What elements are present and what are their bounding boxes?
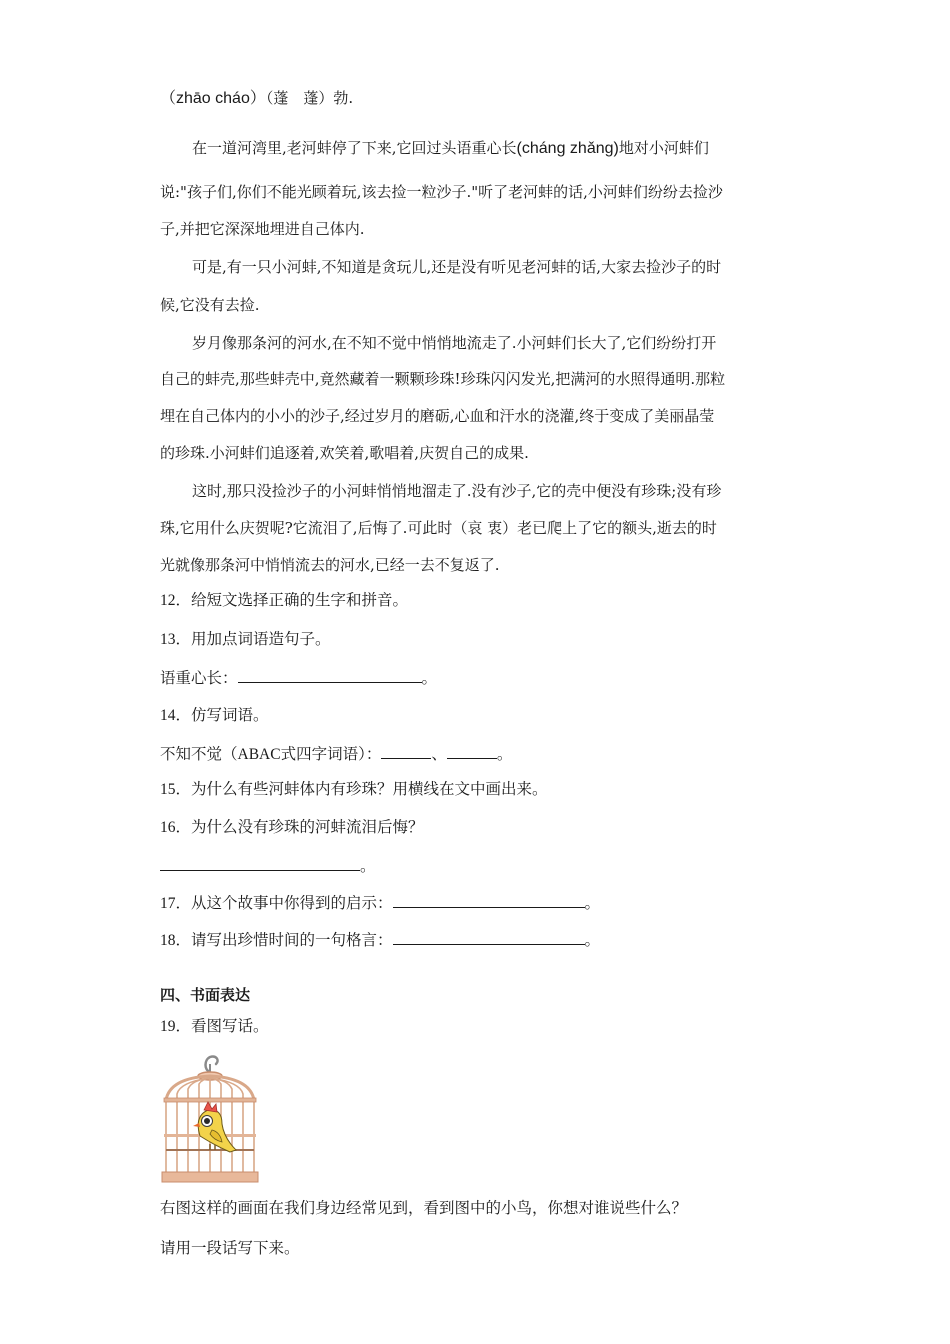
passage-p1-line1 bbox=[192, 138, 709, 159]
passage-p2-line1: 可是,有一只小河蚌,不知道是贪玩儿,还是没有听见老河蚌的话,大家去捡沙子的时 bbox=[192, 258, 722, 276]
passage-text: 在一道河湾里,老河蚌停了下来,它回过头语重心长 bbox=[192, 139, 517, 157]
passage-text: 地对小河蚌们 bbox=[618, 139, 709, 157]
question-13-prompt: 语重心长： bbox=[160, 670, 238, 687]
passage-p3-line3: 埋在自己体内的小小的沙子,经过岁月的磨砺,心血和汗水的浇灌,终于变成了美丽晶莹 bbox=[160, 407, 715, 425]
period: 。 bbox=[584, 895, 601, 912]
question-13: 13．用加点词语造句子。 bbox=[160, 631, 331, 648]
question-19-prompt-line2: 请用一段话写下来。 bbox=[160, 1240, 300, 1257]
answer-blank-1[interactable] bbox=[381, 744, 431, 759]
answer-blank[interactable] bbox=[393, 893, 585, 908]
question-19-prompt-line1: 右图这样的画面在我们身边经常见到，看到图中的小鸟，你想对谁说些什么？ bbox=[160, 1200, 688, 1217]
passage-p4-line3: 光就像那条河中悄悄流去的河水,已经一去不复返了. bbox=[160, 556, 500, 574]
period: 。 bbox=[584, 932, 601, 949]
question-18-prompt: 18．请写出珍惜时间的一句格言： bbox=[160, 932, 393, 949]
period: 。 bbox=[496, 746, 513, 763]
passage-p1-line3: 子,并把它深深地埋进自己体内. bbox=[160, 220, 365, 238]
passage-p4-line2: 珠,它用什么庆贺呢?它流泪了,后悔了.可此时（哀 衷）老已爬上了它的额头,逝去的时 bbox=[160, 519, 717, 537]
pinyin-option-zhao-chao: （zhāo cháo） bbox=[160, 90, 266, 107]
passage-p3-line4: 的珍珠.小河蚌们追逐着,欢笑着,歌唱着,庆贺自己的成果. bbox=[160, 444, 529, 462]
passage-p3-line1: 岁月像那条河的河水,在不知不觉中悄悄地流走了.小河蚌们长大了,它们纷纷打开 bbox=[192, 334, 717, 352]
question-14-prompt: 不知不觉（ABAC式四字词语）： bbox=[160, 746, 382, 763]
top-line bbox=[160, 88, 353, 109]
question-15: 15．为什么有些河蚌体内有珍珠？用横线在文中画出来。 bbox=[160, 781, 548, 798]
birdcage-illustration bbox=[160, 1052, 260, 1184]
answer-blank[interactable] bbox=[238, 668, 422, 683]
question-12: 12．给短文选择正确的生字和拼音。 bbox=[160, 592, 409, 609]
question-13-answer-line bbox=[160, 668, 437, 689]
answer-blank-2[interactable] bbox=[447, 744, 497, 759]
passage-p2-line2: 候,它没有去捡. bbox=[160, 296, 260, 314]
section-title: 四、书面表达 bbox=[160, 986, 251, 1004]
question-17-prompt: 17．从这个故事中你得到的启示： bbox=[160, 895, 393, 912]
question-17 bbox=[160, 893, 600, 914]
passage-p1-line2: 说:"孩子们,你们不能光顾着玩,该去捡一粒沙子."听了老河蚌的话,小河蚌们纷纷去捡沙 bbox=[160, 183, 723, 201]
char-option-peng: （蓬 蓬）勃. bbox=[265, 89, 354, 107]
cage-hook-icon bbox=[206, 1057, 218, 1072]
answer-blank[interactable] bbox=[160, 856, 360, 871]
period: 。 bbox=[421, 670, 438, 687]
question-18 bbox=[160, 930, 600, 951]
period: 。 bbox=[360, 858, 376, 875]
pinyin-option-chang-zhang: (cháng zhǎng) bbox=[516, 140, 619, 157]
question-19: 19．看图写话。 bbox=[160, 1018, 269, 1035]
question-14: 14．仿写词语。 bbox=[160, 707, 269, 724]
question-14-answer-line bbox=[160, 744, 512, 765]
answer-blank[interactable] bbox=[393, 930, 585, 945]
question-16: 16．为什么没有珍珠的河蚌流泪后悔？ bbox=[160, 819, 424, 836]
passage-p4-line1: 这时,那只没捡沙子的小河蚌悄悄地溜走了.没有沙子,它的壳中便没有珍珠;没有珍 bbox=[192, 482, 722, 500]
question-16-answer-line bbox=[160, 856, 376, 877]
passage-p3-line2: 自己的蚌壳,那些蚌壳中,竟然藏着一颗颗珍珠!珍珠闪闪发光,把满河的水照得通明.那粒 bbox=[160, 370, 726, 388]
separator: 、 bbox=[431, 746, 447, 763]
